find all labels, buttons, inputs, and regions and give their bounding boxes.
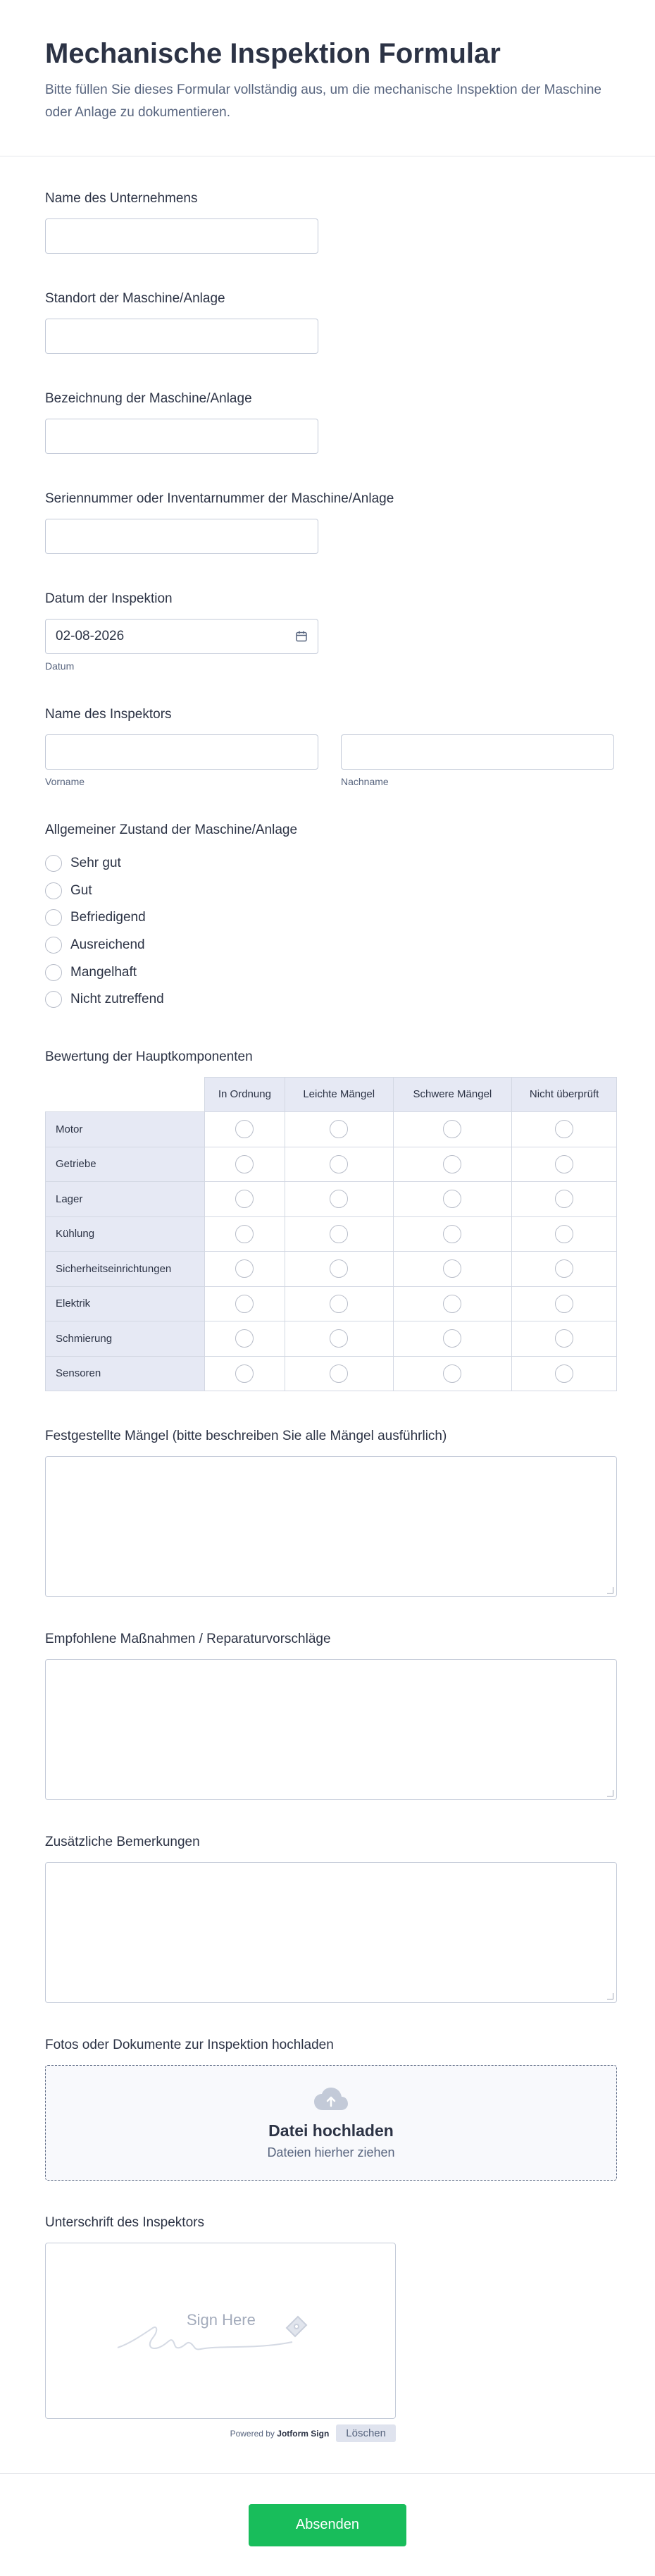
matrix-radio-button[interactable] (235, 1155, 254, 1173)
matrix-cell (512, 1216, 617, 1252)
matrix-row-label: Elektrik (46, 1286, 205, 1321)
date-label: Datum der Inspektion (45, 591, 173, 606)
option-label: Gut (70, 882, 92, 898)
matrix-radio-button[interactable] (330, 1259, 348, 1278)
matrix-cell (205, 1252, 285, 1287)
condition-options (45, 850, 610, 1013)
machine-name-input[interactable] (45, 419, 318, 454)
signature-label: Unterschrift des Inspektors (45, 2215, 204, 2231)
matrix-cell (205, 1356, 285, 1391)
form-footer (0, 2473, 655, 2576)
matrix-cell (285, 1356, 393, 1391)
powered-by-prefix: Powered by (230, 2428, 275, 2439)
matrix-radio-button[interactable] (330, 1155, 348, 1173)
matrix-radio-button[interactable] (555, 1155, 573, 1173)
matrix-radio-button[interactable] (330, 1120, 348, 1138)
matrix-cell (285, 1286, 393, 1321)
remarks-label: Zusätzliche Bemerkungen (45, 1835, 200, 1850)
matrix-cell (512, 1112, 617, 1147)
measures-textarea[interactable] (45, 1659, 617, 1800)
upload-field (45, 2035, 610, 2181)
matrix-radio-button[interactable] (555, 1295, 573, 1313)
option-label: Sehr gut (70, 856, 121, 871)
matrix-cell (285, 1147, 393, 1182)
matrix-cell (393, 1252, 512, 1287)
radio-button[interactable] (45, 909, 62, 926)
matrix-cell (512, 1252, 617, 1287)
measures-label: Empfohlene Maßnahmen / Reparaturvorschläge (45, 1632, 331, 1647)
matrix-column-header: Schwere Mängel (393, 1077, 512, 1112)
matrix-cell (512, 1286, 617, 1321)
matrix-radio-button[interactable] (235, 1225, 254, 1243)
matrix-column-header: Leichte Mängel (285, 1077, 393, 1112)
inspector-field (45, 705, 610, 788)
matrix-radio-button[interactable] (235, 1120, 254, 1138)
matrix-radio-button[interactable] (443, 1259, 461, 1278)
option-label: Befriedigend (70, 910, 146, 925)
condition-option[interactable] (45, 877, 610, 905)
form-description: Bitte füllen Sie dieses Formular vollständig aus, um die mechanische Inspektion der Maschine oder Anlage zu dokumentieren. (45, 82, 601, 120)
condition-option[interactable] (45, 850, 610, 877)
signature-field (45, 2213, 610, 2442)
option-label: Mangelhaft (70, 964, 137, 980)
machine-name-field (45, 389, 610, 454)
matrix-radio-button[interactable] (330, 1190, 348, 1208)
matrix-radio-button[interactable] (443, 1190, 461, 1208)
matrix-radio-button[interactable] (235, 1329, 254, 1348)
serial-field (45, 489, 610, 554)
matrix-row (46, 1252, 617, 1287)
matrix-cell (512, 1321, 617, 1357)
matrix-radio-button[interactable] (235, 1295, 254, 1313)
matrix-radio-button[interactable] (443, 1364, 461, 1383)
matrix-row (46, 1216, 617, 1252)
serial-input[interactable] (45, 519, 318, 554)
radio-button[interactable] (45, 991, 62, 1008)
option-label: Ausreichend (70, 937, 145, 953)
matrix-cell (205, 1147, 285, 1182)
matrix-radio-button[interactable] (235, 1364, 254, 1383)
matrix-cell (512, 1182, 617, 1217)
matrix-row (46, 1112, 617, 1147)
matrix-radio-button[interactable] (330, 1295, 348, 1313)
first-name-sublabel: Vorname (45, 776, 85, 787)
powered-by-text (230, 2429, 330, 2439)
form-title: Mechanische Inspektion Formular (45, 38, 501, 69)
matrix-row-label: Sicherheitseinrichtungen (46, 1252, 205, 1287)
matrix-cell (205, 1112, 285, 1147)
form-header (0, 0, 655, 156)
company-label: Name des Unternehmens (45, 191, 198, 206)
clear-signature-button[interactable]: Löschen (336, 2424, 396, 2442)
serial-label: Seriennummer oder Inventarnummer der Maschine/Anlage (45, 491, 394, 506)
matrix-cell (285, 1112, 393, 1147)
matrix-field (45, 1047, 610, 1392)
remarks-textarea[interactable] (45, 1862, 617, 2003)
upload-subtitle: Dateien hierher ziehen (267, 2145, 395, 2159)
last-name-input[interactable] (341, 734, 614, 770)
matrix-cell (205, 1286, 285, 1321)
condition-option[interactable] (45, 904, 610, 932)
matrix-cell (512, 1147, 617, 1182)
submit-button[interactable]: Absenden (249, 2504, 406, 2546)
matrix-corner (46, 1077, 205, 1112)
signature-hint: Sign Here (187, 2311, 256, 2329)
inspector-label: Name des Inspektors (45, 707, 172, 722)
powered-by-brand: Jotform Sign (277, 2428, 330, 2439)
calendar-icon[interactable] (295, 630, 308, 643)
radio-button[interactable] (45, 937, 62, 954)
matrix-radio-button[interactable] (555, 1364, 573, 1383)
matrix-column-header: Nicht überprüft (512, 1077, 617, 1112)
matrix-row (46, 1286, 617, 1321)
date-value: 02-08-2026 (56, 629, 125, 643)
location-label: Standort der Maschine/Anlage (45, 291, 225, 306)
matrix-row-label: Kühlung (46, 1216, 205, 1252)
matrix-cell (205, 1216, 285, 1252)
matrix-row (46, 1356, 617, 1391)
cloud-upload-icon (313, 2086, 349, 2112)
signature-pad[interactable] (45, 2243, 396, 2419)
upload-title: Datei hochladen (268, 2121, 394, 2140)
matrix-row (46, 1147, 617, 1182)
matrix-radio-button[interactable] (443, 1120, 461, 1138)
matrix-radio-button[interactable] (555, 1329, 573, 1348)
condition-field (45, 820, 610, 1013)
radio-button[interactable] (45, 855, 62, 872)
date-sublabel: Datum (45, 660, 75, 672)
company-input[interactable] (45, 218, 318, 254)
matrix-row-label: Getriebe (46, 1147, 205, 1182)
matrix-radio-button[interactable] (330, 1364, 348, 1383)
radio-button[interactable] (45, 882, 62, 899)
location-field (45, 289, 610, 354)
matrix-radio-button[interactable] (555, 1225, 573, 1243)
measures-field (45, 1629, 610, 1800)
matrix-row-label: Motor (46, 1112, 205, 1147)
matrix-radio-button[interactable] (330, 1225, 348, 1243)
matrix-cell (393, 1112, 512, 1147)
matrix-row (46, 1321, 617, 1357)
company-field (45, 189, 610, 254)
matrix-radio-button[interactable] (443, 1225, 461, 1243)
upload-label: Fotos oder Dokumente zur Inspektion hochladen (45, 2038, 334, 2053)
matrix-cell (393, 1321, 512, 1357)
condition-option[interactable] (45, 932, 610, 959)
matrix-radio-button[interactable] (235, 1259, 254, 1278)
date-input[interactable] (45, 619, 318, 654)
matrix-cell (285, 1216, 393, 1252)
condition-label: Allgemeiner Zustand der Maschine/Anlage (45, 822, 298, 837)
matrix-radio-button[interactable] (235, 1190, 254, 1208)
file-upload-dropzone[interactable] (45, 2065, 617, 2181)
matrix-row-label: Lager (46, 1182, 205, 1217)
matrix-cell (393, 1147, 512, 1182)
matrix-label: Bewertung der Hauptkomponenten (45, 1049, 253, 1064)
matrix-radio-button[interactable] (555, 1190, 573, 1208)
matrix-cell (393, 1216, 512, 1252)
matrix-cell (285, 1252, 393, 1287)
condition-option[interactable] (45, 959, 610, 986)
matrix-cell (393, 1182, 512, 1217)
component-matrix (45, 1077, 617, 1392)
matrix-cell (205, 1321, 285, 1357)
matrix-cell (285, 1182, 393, 1217)
defects-textarea[interactable] (45, 1456, 617, 1597)
option-label: Nicht zutreffend (70, 992, 164, 1007)
matrix-radio-button[interactable] (555, 1120, 573, 1138)
matrix-cell (393, 1356, 512, 1391)
last-name-sublabel: Nachname (341, 776, 389, 787)
matrix-radio-button[interactable] (330, 1329, 348, 1348)
matrix-radio-button[interactable] (555, 1259, 573, 1278)
remarks-field (45, 1832, 610, 2003)
location-input[interactable] (45, 319, 318, 354)
matrix-radio-button[interactable] (443, 1295, 461, 1313)
form-body (0, 156, 655, 2442)
matrix-cell (512, 1356, 617, 1391)
date-field (45, 589, 610, 672)
matrix-row (46, 1182, 617, 1217)
matrix-radio-button[interactable] (443, 1155, 461, 1173)
first-name-input[interactable] (45, 734, 318, 770)
defects-field (45, 1426, 610, 1597)
condition-option[interactable] (45, 986, 610, 1013)
matrix-row-label: Sensoren (46, 1356, 205, 1391)
matrix-cell (205, 1182, 285, 1217)
radio-button[interactable] (45, 964, 62, 981)
matrix-row-label: Schmierung (46, 1321, 205, 1357)
matrix-cell (393, 1286, 512, 1321)
matrix-cell (285, 1321, 393, 1357)
machine-name-label: Bezeichnung der Maschine/Anlage (45, 391, 252, 406)
matrix-column-header: In Ordnung (205, 1077, 285, 1112)
defects-label: Festgestellte Mängel (bitte beschreiben Sie alle Mängel ausführlich) (45, 1429, 447, 1444)
matrix-radio-button[interactable] (443, 1329, 461, 1348)
